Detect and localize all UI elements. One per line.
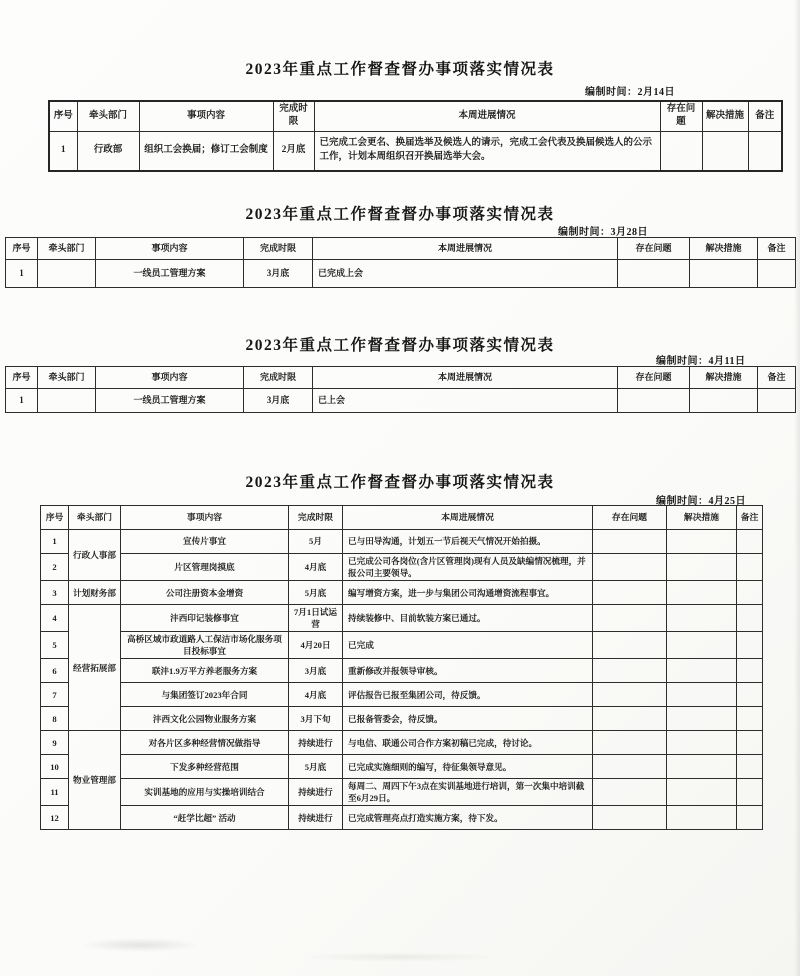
table-row — [41, 707, 763, 731]
table-row — [41, 683, 763, 707]
cell-existing-issues — [593, 530, 667, 554]
cell-remarks — [737, 731, 763, 755]
cell-item-content: 下发多种经营范围 — [121, 755, 289, 779]
report-title-4: 2023年重点工作督查督办事项落实情况表 — [245, 474, 555, 491]
column-header: 事项内容 — [139, 101, 273, 131]
cell-weekly-progress: 已完成管理亮点打造实施方案，待下发。 — [343, 806, 593, 830]
cell-deadline: 4月底 — [289, 554, 343, 581]
cell-existing-issues — [593, 755, 667, 779]
cell-deadline: 2月底 — [273, 131, 314, 171]
header-row — [41, 506, 763, 530]
cell-existing-issues — [593, 779, 667, 806]
cell-serial-no: 11 — [41, 779, 69, 806]
cell-solutions — [667, 659, 737, 683]
cell-serial-no: 5 — [41, 632, 69, 659]
cell-weekly-progress: 已完成公司各岗位(含片区管理岗)现有人员及缺编情况梳理，并报公司主要领导。 — [343, 554, 593, 581]
cell-weekly-progress: 与电信、联通公司合作方案初稿已完成，待讨论。 — [343, 731, 593, 755]
cell-deadline: 4月底 — [289, 683, 343, 707]
cell-deadline: 5月底 — [289, 581, 343, 605]
column-header: 解决措施 — [690, 367, 758, 389]
cell-lead-department: 物业管理部 — [69, 731, 121, 830]
table-row — [6, 260, 796, 288]
cell-weekly-progress: 已完成上会 — [313, 260, 618, 288]
cell-deadline: 5月 — [289, 530, 343, 554]
cell-existing-issues — [593, 605, 667, 632]
cell-existing-issues — [593, 731, 667, 755]
cell-serial-no: 3 — [41, 581, 69, 605]
cell-weekly-progress: 重新修改并报领导审核。 — [343, 659, 593, 683]
cell-weekly-progress: 编写增资方案，进一步与集团公司沟通增资流程事宜。 — [343, 581, 593, 605]
cell-existing-issues — [593, 707, 667, 731]
column-header: 事项内容 — [121, 506, 289, 530]
cell-remarks — [737, 707, 763, 731]
column-header: 解决措施 — [667, 506, 737, 530]
cell-weekly-progress: 已完成实施细则的编写，待征集领导意见。 — [343, 755, 593, 779]
cell-item-content: 沣西文化公园物业服务方案 — [121, 707, 289, 731]
column-header: 序号 — [41, 506, 69, 530]
cell-item-content: 实训基地的应用与实操培训结合 — [121, 779, 289, 806]
cell-weekly-progress: 已完成 — [343, 632, 593, 659]
cell-serial-no: 9 — [41, 731, 69, 755]
report-title-2: 2023年重点工作督查督办事项落实情况表 — [245, 206, 555, 223]
scan-smudge — [300, 952, 500, 962]
cell-deadline: 持续进行 — [289, 806, 343, 830]
cell-item-content: 一线员工管理方案 — [96, 260, 244, 288]
column-header: 存在问题 — [618, 367, 690, 389]
status-table-1 — [48, 100, 783, 172]
status-table-3 — [5, 366, 796, 413]
cell-item-content: 高桥区域市政道路人工保洁市场化服务项目投标事宜 — [121, 632, 289, 659]
table-row — [49, 131, 782, 171]
cell-weekly-progress: 已上会 — [313, 389, 618, 413]
column-header: 牵头部门 — [77, 101, 139, 131]
column-header: 牵头部门 — [69, 506, 121, 530]
cell-lead-department — [38, 260, 96, 288]
cell-existing-issues — [618, 260, 690, 288]
table-row — [41, 806, 763, 830]
cell-existing-issues — [593, 632, 667, 659]
column-header: 存在问题 — [593, 506, 667, 530]
column-header: 牵头部门 — [38, 367, 96, 389]
cell-deadline: 持续进行 — [289, 731, 343, 755]
column-header: 本周进展情况 — [343, 506, 593, 530]
cell-deadline: 3月下旬 — [289, 707, 343, 731]
cell-deadline: 持续进行 — [289, 779, 343, 806]
column-header: 完成时限 — [289, 506, 343, 530]
cell-serial-no: 12 — [41, 806, 69, 830]
cell-lead-department: 行政部 — [77, 131, 139, 171]
cell-remarks — [737, 632, 763, 659]
cell-solutions — [667, 806, 737, 830]
report-title-1: 2023年重点工作督查督办事项落实情况表 — [245, 61, 555, 78]
cell-deadline: 3月底 — [289, 659, 343, 683]
column-header: 序号 — [49, 101, 77, 131]
column-header: 事项内容 — [96, 238, 244, 260]
cell-solutions — [667, 605, 737, 632]
cell-item-content: 联沣1.9万平方养老服务方案 — [121, 659, 289, 683]
cell-weekly-progress: 持续装修中、目前软装方案已通过。 — [343, 605, 593, 632]
table-row — [41, 659, 763, 683]
cell-serial-no: 6 — [41, 659, 69, 683]
table-row — [41, 605, 763, 632]
prepared-time-1: 编制时间：2月14日 — [585, 87, 675, 98]
table-row — [41, 554, 763, 581]
column-header: 本周进展情况 — [314, 101, 660, 131]
column-header: 备注 — [748, 101, 782, 131]
cell-item-content: 与集团签订2023年合同 — [121, 683, 289, 707]
table-row — [41, 779, 763, 806]
cell-remarks — [737, 755, 763, 779]
cell-solutions — [690, 260, 758, 288]
cell-solutions — [690, 389, 758, 413]
cell-item-content: “赶学比超” 活动 — [121, 806, 289, 830]
prepared-time-3: 编制时间：4月11日 — [656, 356, 746, 367]
cell-remarks — [758, 389, 796, 413]
cell-deadline: 3月底 — [244, 260, 313, 288]
cell-solutions — [702, 131, 748, 171]
cell-item-content: 片区管理岗摸底 — [121, 554, 289, 581]
cell-solutions — [667, 530, 737, 554]
cell-remarks — [737, 806, 763, 830]
cell-lead-department: 计划财务部 — [69, 581, 121, 605]
cell-existing-issues — [593, 806, 667, 830]
cell-item-content: 组织工会换届；修订工会制度 — [139, 131, 273, 171]
cell-serial-no: 7 — [41, 683, 69, 707]
cell-weekly-progress: 已报备管委会，待反馈。 — [343, 707, 593, 731]
cell-solutions — [667, 707, 737, 731]
cell-lead-department: 经营拓展部 — [69, 605, 121, 731]
cell-item-content: 对各片区多种经营情况做指导 — [121, 731, 289, 755]
column-header: 牵头部门 — [38, 238, 96, 260]
column-header: 完成时限 — [273, 101, 314, 131]
column-header: 完成时限 — [244, 238, 313, 260]
cell-item-content: 公司注册资本金增资 — [121, 581, 289, 605]
cell-deadline: 4月20日 — [289, 632, 343, 659]
cell-weekly-progress: 已与田导沟通，计划五一节后视天气情况开始拍摄。 — [343, 530, 593, 554]
cell-remarks — [737, 530, 763, 554]
column-header: 本周进展情况 — [313, 367, 618, 389]
column-header: 序号 — [6, 238, 38, 260]
cell-serial-no: 8 — [41, 707, 69, 731]
status-table-2 — [5, 237, 796, 288]
table-row — [6, 389, 796, 413]
table-row — [41, 530, 763, 554]
cell-deadline: 3月底 — [244, 389, 313, 413]
column-header: 解决措施 — [690, 238, 758, 260]
column-header: 完成时限 — [244, 367, 313, 389]
cell-weekly-progress: 每周二、周四下午3点在实训基地进行培训，第一次集中培训截至6月29日。 — [343, 779, 593, 806]
cell-remarks — [737, 605, 763, 632]
cell-item-content: 沣西印记装修事宜 — [121, 605, 289, 632]
cell-deadline: 7月1日试运营 — [289, 605, 343, 632]
cell-serial-no: 1 — [49, 131, 77, 171]
cell-existing-issues — [593, 683, 667, 707]
header-row — [49, 101, 782, 131]
cell-existing-issues — [618, 389, 690, 413]
column-header: 存在问题 — [660, 101, 702, 131]
header-row — [6, 367, 796, 389]
cell-remarks — [748, 131, 782, 171]
scan-smudge — [80, 938, 200, 952]
column-header: 事项内容 — [96, 367, 244, 389]
cell-remarks — [737, 659, 763, 683]
cell-serial-no: 1 — [41, 530, 69, 554]
prepared-time-2: 编制时间：3月28日 — [558, 227, 648, 238]
cell-solutions — [667, 581, 737, 605]
cell-solutions — [667, 755, 737, 779]
cell-deadline: 5月底 — [289, 755, 343, 779]
cell-solutions — [667, 779, 737, 806]
cell-serial-no: 2 — [41, 554, 69, 581]
header-row — [6, 238, 796, 260]
column-header: 备注 — [737, 506, 763, 530]
column-header: 本周进展情况 — [313, 238, 618, 260]
cell-existing-issues — [593, 554, 667, 581]
cell-weekly-progress: 已完成工会更名、换届选举及候选人的请示，完成工会代表及换届候选人的公示工作，计划本周组织召开换届选举大会。 — [314, 131, 660, 171]
cell-solutions — [667, 683, 737, 707]
cell-item-content: 一线员工管理方案 — [96, 389, 244, 413]
column-header: 存在问题 — [618, 238, 690, 260]
cell-serial-no: 1 — [6, 260, 38, 288]
cell-remarks — [737, 554, 763, 581]
cell-serial-no: 10 — [41, 755, 69, 779]
cell-existing-issues — [593, 581, 667, 605]
cell-existing-issues — [593, 659, 667, 683]
cell-remarks — [758, 260, 796, 288]
cell-lead-department: 行政人事部 — [69, 530, 121, 581]
table-row — [41, 632, 763, 659]
column-header: 序号 — [6, 367, 38, 389]
cell-remarks — [737, 779, 763, 806]
cell-solutions — [667, 554, 737, 581]
column-header: 备注 — [758, 367, 796, 389]
cell-existing-issues — [660, 131, 702, 171]
cell-lead-department — [38, 389, 96, 413]
status-table-4 — [40, 505, 763, 830]
table-row — [41, 581, 763, 605]
cell-item-content: 宣传片事宜 — [121, 530, 289, 554]
cell-serial-no: 4 — [41, 605, 69, 632]
table-row — [41, 755, 763, 779]
cell-serial-no: 1 — [6, 389, 38, 413]
column-header: 备注 — [758, 238, 796, 260]
report-title-3: 2023年重点工作督查督办事项落实情况表 — [245, 337, 555, 354]
prepared-time-4: 编制时间：4月25日 — [656, 496, 746, 507]
cell-remarks — [737, 683, 763, 707]
cell-solutions — [667, 632, 737, 659]
cell-solutions — [667, 731, 737, 755]
table-row — [41, 731, 763, 755]
column-header: 解决措施 — [702, 101, 748, 131]
cell-weekly-progress: 评估报告已报至集团公司，待反馈。 — [343, 683, 593, 707]
cell-remarks — [737, 581, 763, 605]
